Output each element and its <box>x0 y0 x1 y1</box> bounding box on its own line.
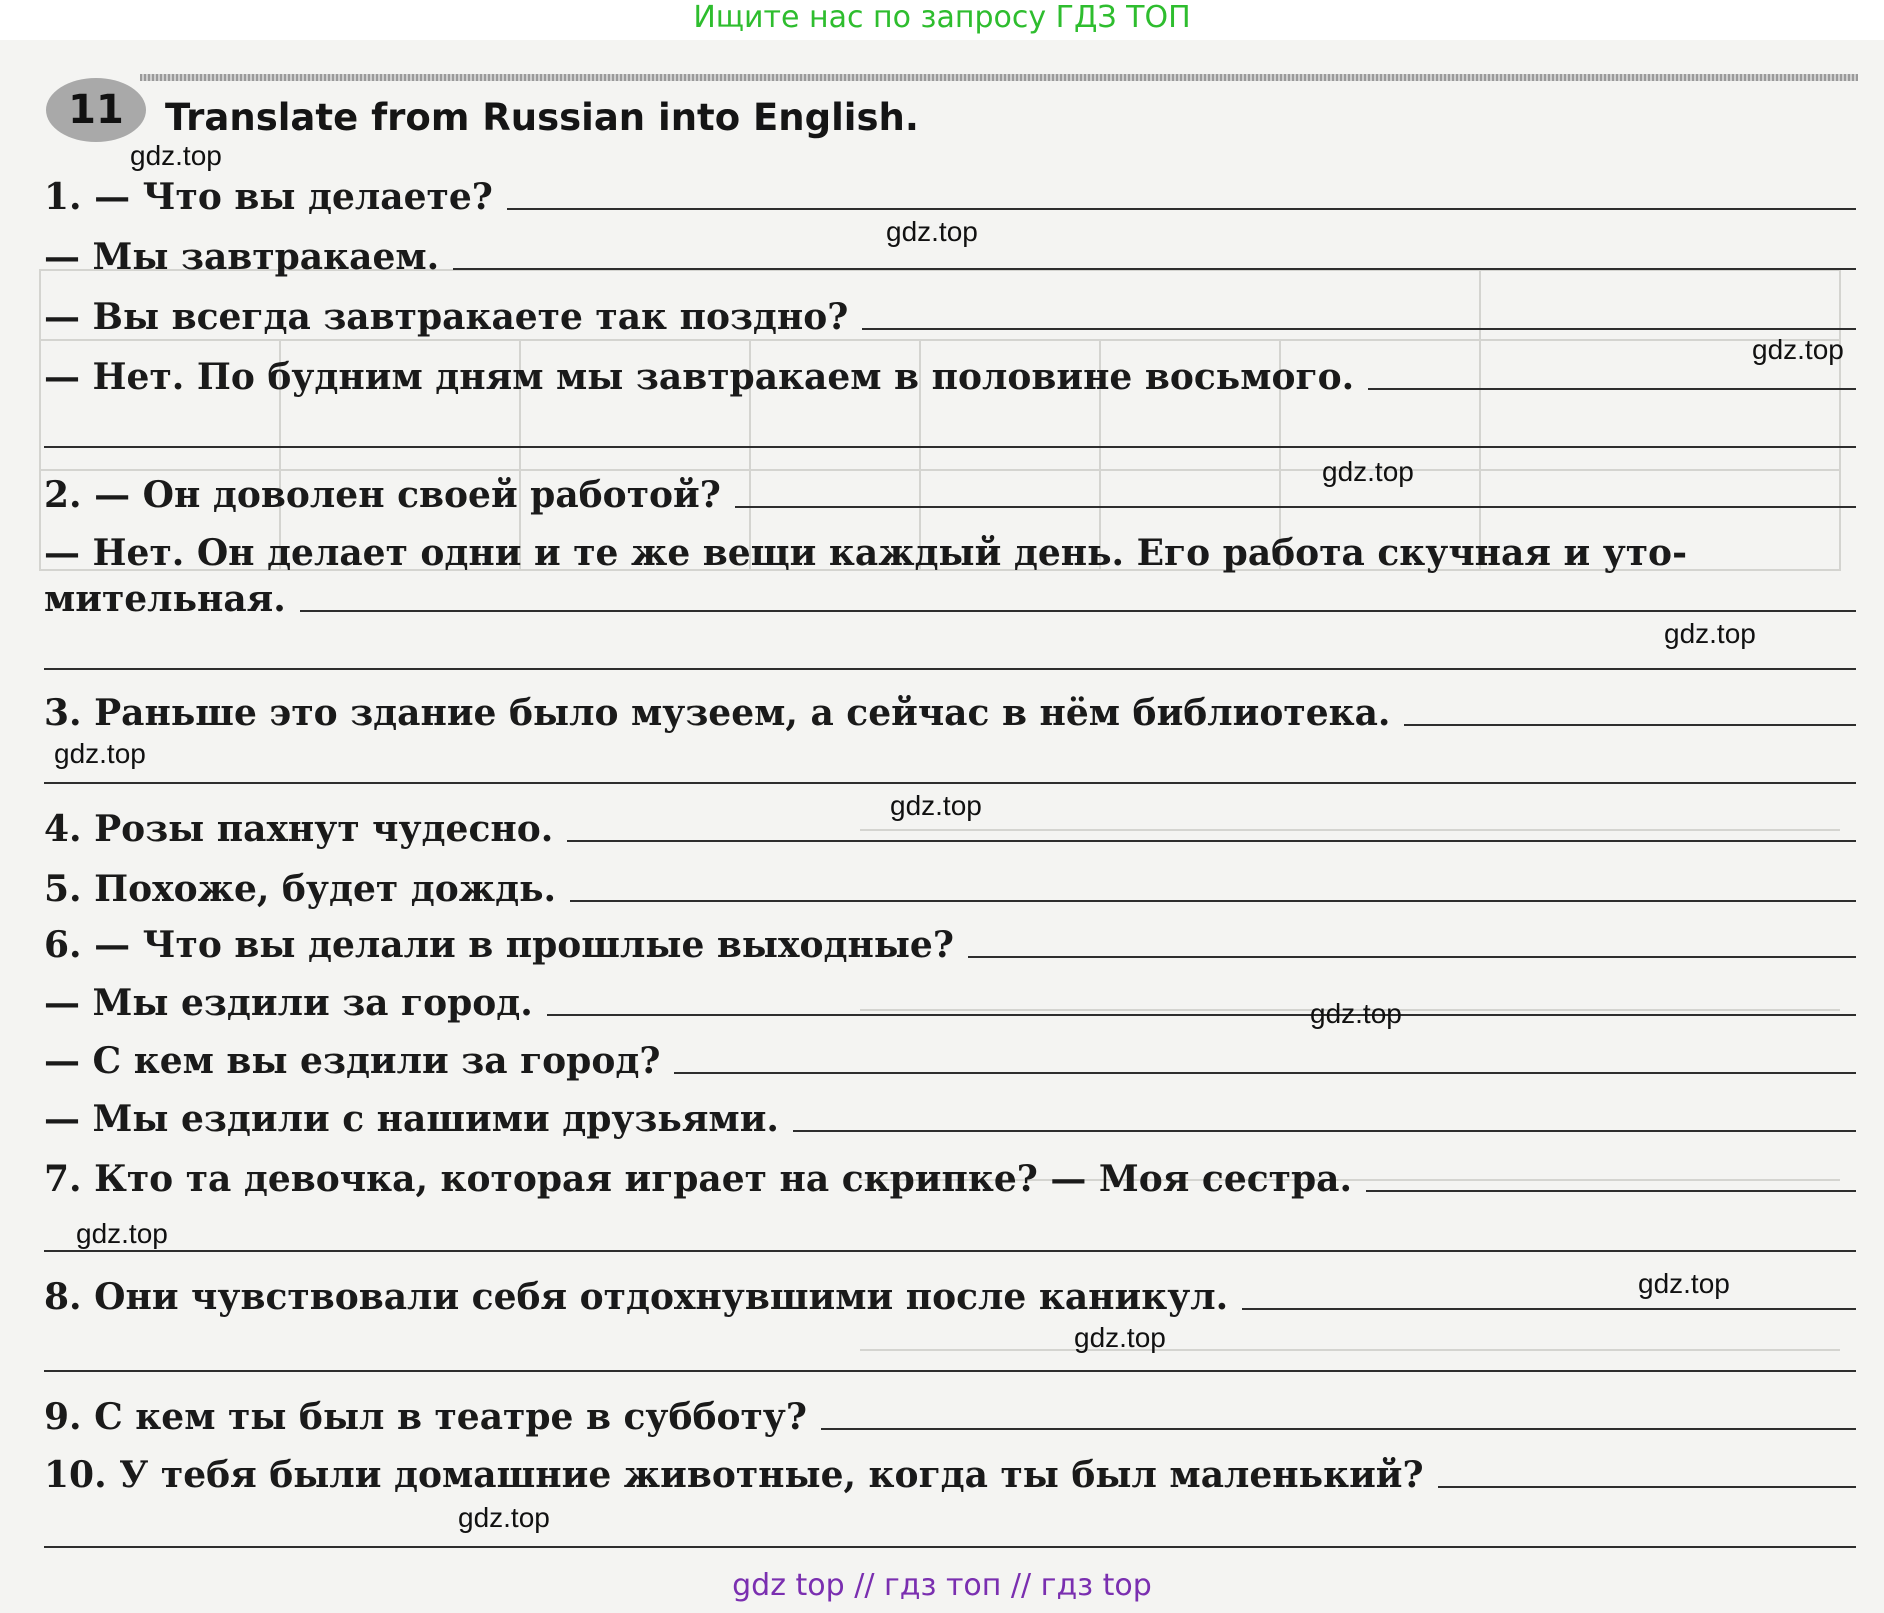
question-text: — Нет. По будним дням мы завтракаем в половине восьмого. <box>44 356 1355 398</box>
answer-blank[interactable] <box>821 1428 1856 1430</box>
question-line-11 <box>44 922 1856 968</box>
question-text: — Нет. Он делает одни и те же вещи каждый день. Его работа скучная и уто- <box>44 532 1688 574</box>
question-text: 9. С кем ты был в театре в субботу? <box>44 1396 807 1438</box>
answer-blank[interactable] <box>44 1370 1856 1372</box>
answer-blank[interactable] <box>44 1250 1856 1252</box>
answer-blank[interactable] <box>44 782 1856 784</box>
search-banner[interactable]: Ищите нас по запросу ГДЗ ТОП <box>0 0 1884 40</box>
question-line-5 <box>44 472 1856 518</box>
question-line-1 <box>44 174 1856 220</box>
question-line-10 <box>44 866 1856 912</box>
answer-blank[interactable] <box>1366 1190 1856 1192</box>
answer-blank[interactable] <box>674 1072 1856 1074</box>
watermark: gdz.top <box>1074 1322 1166 1353</box>
answer-blank[interactable] <box>1438 1486 1856 1488</box>
answer-blank[interactable] <box>567 840 1856 842</box>
watermark: gdz.top <box>886 216 978 247</box>
question-text: 8. Они чувствовали себя отдохнувшими после каникул. <box>44 1276 1229 1318</box>
answer-blank[interactable] <box>968 956 1856 958</box>
question-text: — Мы ездили за город. <box>44 982 533 1024</box>
exercise-number-badge: 11 <box>46 78 146 142</box>
question-line-3 <box>44 294 1856 340</box>
question-line-6 <box>44 530 1856 576</box>
answer-blank[interactable] <box>44 446 1856 448</box>
question-line-14 <box>44 1096 1856 1142</box>
question-text: — Мы завтракаем. <box>44 236 440 278</box>
question-text: 7. Кто та девочка, которая играет на скрипке? — Моя сестра. <box>44 1158 1352 1200</box>
question-text: 6. — Что вы делали в прошлые выходные? <box>44 924 954 966</box>
header-rule <box>140 74 1858 81</box>
answer-blank[interactable] <box>793 1130 1856 1132</box>
watermark: gdz.top <box>1638 1268 1730 1299</box>
question-line-16 <box>44 1274 1856 1320</box>
watermark: gdz.top <box>890 790 982 821</box>
answer-blank[interactable] <box>44 668 1856 670</box>
question-line-15 <box>44 1156 1856 1202</box>
exercise-heading: Translate from Russian into English. <box>165 96 919 139</box>
question-line-8 <box>44 690 1856 736</box>
watermark: gdz.top <box>130 140 222 171</box>
answer-blank[interactable] <box>547 1014 1856 1016</box>
watermark: gdz.top <box>1664 618 1756 649</box>
question-line-12 <box>44 980 1856 1026</box>
watermark: gdz.top <box>458 1502 550 1533</box>
question-line-17 <box>44 1394 1856 1440</box>
question-line-18 <box>44 1452 1856 1498</box>
question-text: 3. Раньше это здание было музеем, а сейчас в нём библиотека. <box>44 692 1391 734</box>
answer-blank[interactable] <box>453 268 1856 270</box>
answer-blank[interactable] <box>735 506 1856 508</box>
answer-blank[interactable] <box>1368 388 1856 390</box>
answer-blank[interactable] <box>1404 724 1856 726</box>
answer-blank[interactable] <box>300 610 1856 612</box>
question-text: — С кем вы ездили за город? <box>44 1040 661 1082</box>
watermark: gdz.top <box>1752 334 1844 365</box>
question-text: — Вы всегда завтракаете так поздно? <box>44 296 849 338</box>
question-line-13 <box>44 1038 1856 1084</box>
watermark: gdz.top <box>1322 456 1414 487</box>
watermark: gdz.top <box>76 1218 168 1249</box>
answer-blank[interactable] <box>44 1546 1856 1548</box>
question-text: — Мы ездили с нашими друзьями. <box>44 1098 779 1140</box>
answer-blank[interactable] <box>570 900 1856 902</box>
question-text: 10. У тебя были домашние животные, когда ты был маленький? <box>44 1454 1424 1496</box>
question-text: 4. Розы пахнут чудесно. <box>44 808 554 850</box>
answer-blank[interactable] <box>1242 1308 1856 1310</box>
answer-blank[interactable] <box>507 208 1856 210</box>
question-text: 2. — Он доволен своей работой? <box>44 474 721 516</box>
question-text: 5. Похоже, будет дождь. <box>44 868 557 910</box>
footer-links[interactable]: gdz top // гдз топ // гдз top <box>732 1568 1152 1603</box>
watermark: gdz.top <box>1310 998 1402 1029</box>
question-line-4 <box>44 354 1856 400</box>
question-line-7 <box>44 576 1856 622</box>
watermark: gdz.top <box>54 738 146 769</box>
answer-blank[interactable] <box>862 328 1856 330</box>
question-text: 1. — Что вы делаете? <box>44 176 493 218</box>
question-text: мительная. <box>44 578 286 620</box>
